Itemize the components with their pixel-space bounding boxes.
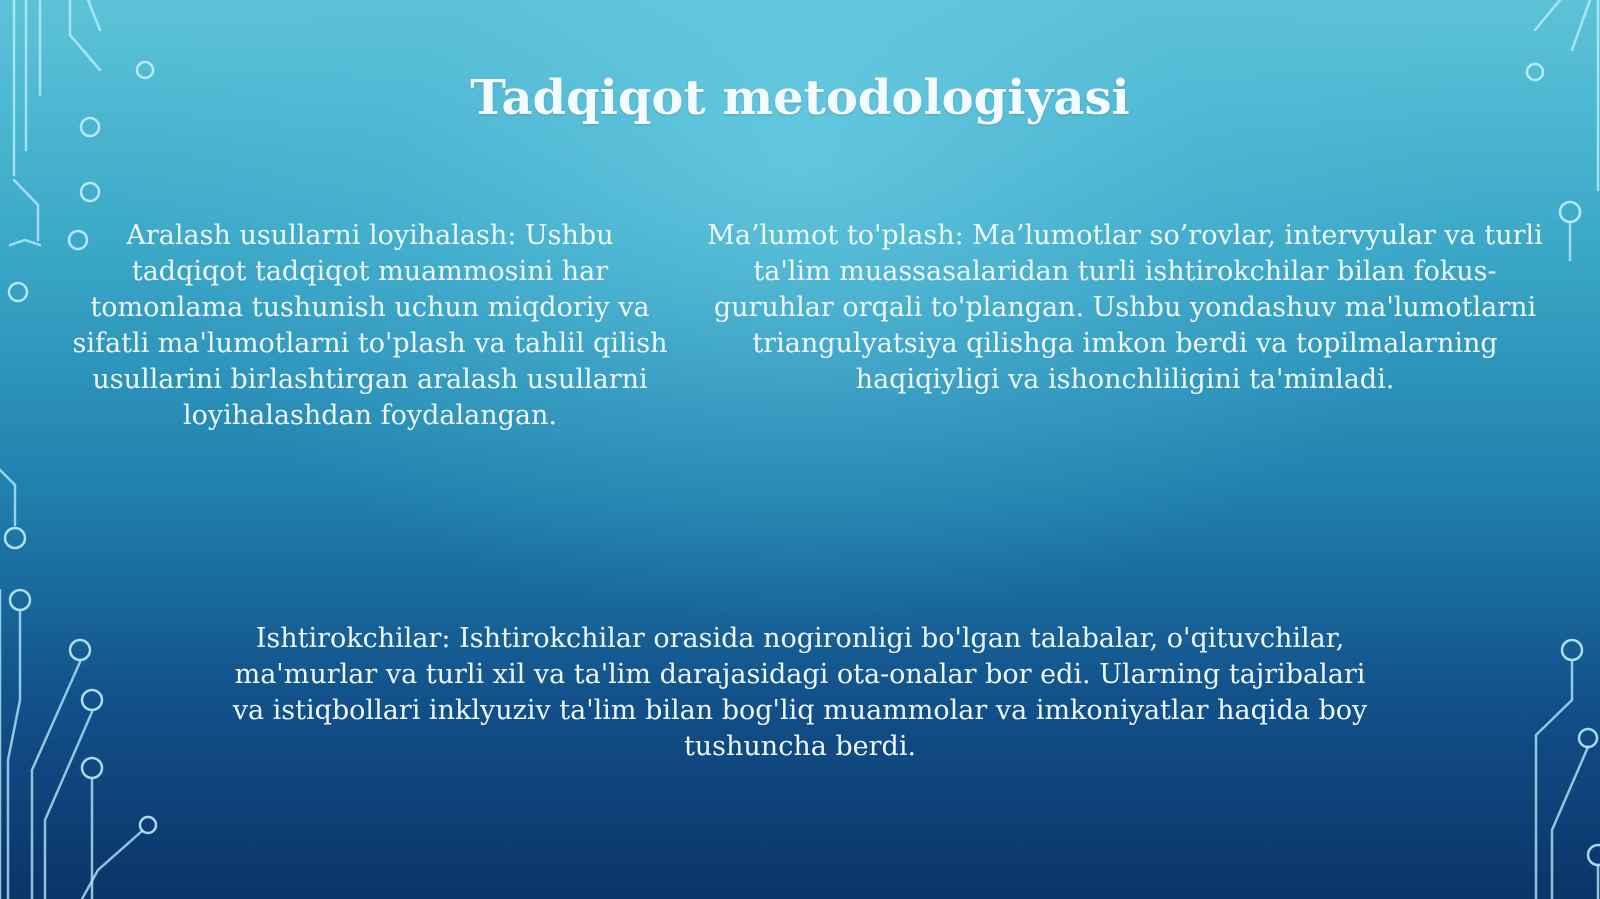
participants-text: Ishtirokchilar: Ishtirokchilar orasida nogironligi bo'lgan talabalar, o'qituvchilar, ma'murlar va turli xil va ta'lim darajasidagi ota-onalar bor edi. Ularning tajribalari va istiqbollari inklyuziv ta'lim bilan bog'liq muammolar va imkoniyatlar haqida boy tushuncha berdi. bbox=[232, 623, 1368, 762]
data-collection-text: Ma’lumot to'plash: Ma’lumotlar so’rovlar, intervyular va turli ta'lim muassasalaridan turli ishtirokchilar bilan fokus-guruhlar orqali to'plangan. Ushbu yondashuv ma'lumotlarni triangulyatsiya qilishga imkon berdi va topilmalarning haqiqiyligi va ishonchliligini ta'minladi. bbox=[707, 220, 1543, 395]
circuit-decoration-left bbox=[0, 0, 200, 899]
research-design-text: Aralash usullarni loyihalash: Ushbu tadqiqot tadqiqot muammosini har tomonlama tushunish uchun miqdoriy va sifatli ma'lumotlarni to'plash va tahlil qilish usullarini birlashtirgan aralash usullarni loyihalashdan foydalangan. bbox=[72, 220, 668, 431]
circuit-decoration-right bbox=[1480, 0, 1600, 899]
slide-title: Tadqiqot metodologiyasi bbox=[470, 70, 1130, 126]
